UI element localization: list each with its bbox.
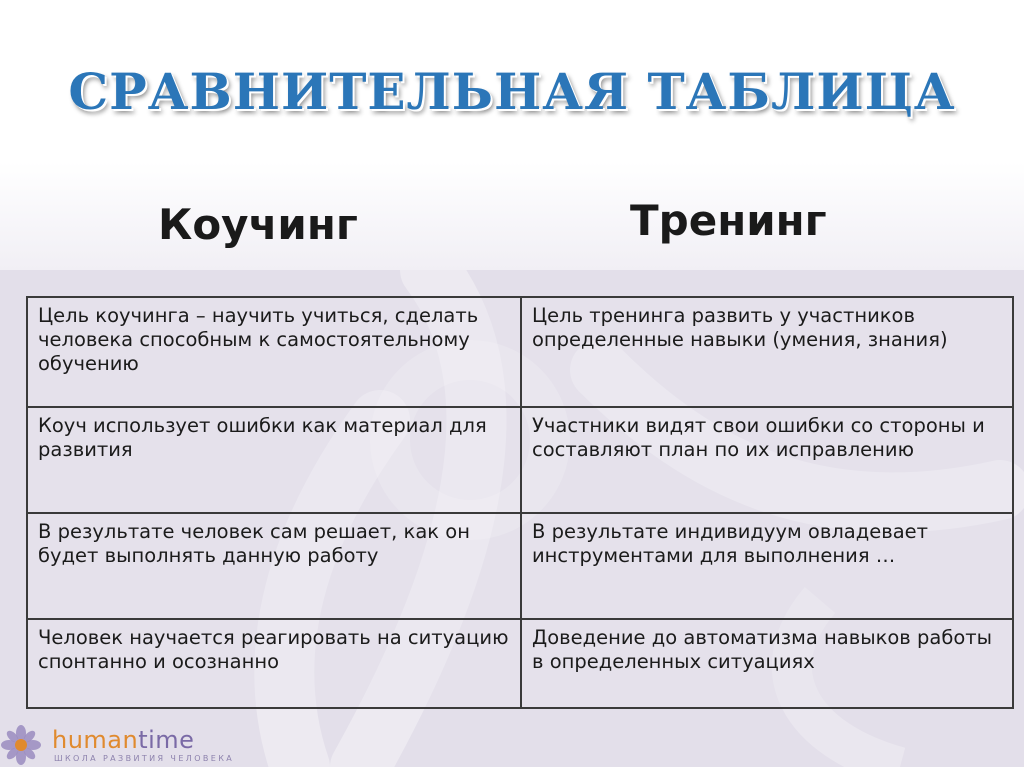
logo-wordmark	[52, 726, 194, 754]
column-header-training: Тренинг	[630, 196, 827, 245]
table-cell-coaching: В результате человек сам решает, как он будет выполнять данную работу	[27, 513, 521, 619]
table-row	[27, 619, 1013, 708]
logo-tagline: ШКОЛА РАЗВИТИЯ ЧЕЛОВЕКА	[54, 754, 235, 763]
logo-wordmark-part1: human	[52, 726, 139, 754]
table-cell-coaching: Человек научается реагировать на ситуацию спонтанно и осознанно	[27, 619, 521, 708]
slide-header-background	[0, 0, 1024, 270]
comparison-table	[26, 296, 1014, 709]
table-cell-coaching: Цель коучинга – научить учиться, сделать человека способным к самостоятельному обучению	[27, 297, 521, 407]
flower-logo-icon	[0, 724, 42, 766]
logo-wordmark-part2: time	[138, 726, 195, 754]
humantime-logo	[0, 718, 260, 767]
table-row	[27, 407, 1013, 513]
column-header-coaching: Коучинг	[158, 200, 358, 249]
table-row	[27, 513, 1013, 619]
table-row	[27, 297, 1013, 407]
table-cell-coaching: Коуч использует ошибки как материал для развития	[27, 407, 521, 513]
table-cell-training: Доведение до автоматизма навыков работы в определенных ситуациях	[521, 619, 1013, 708]
slide-title: СРАВНИТЕЛЬНАЯ ТАБЛИЦА	[68, 62, 956, 121]
table-cell-training: Участники видят свои ошибки со стороны и составляют план по их исправлению	[521, 407, 1013, 513]
table-cell-training: Цель тренинга развить у участников определенные навыки (умения, знания)	[521, 297, 1013, 407]
table-cell-training: В результате индивидуум овладевает инструментами для выполнения …	[521, 513, 1013, 619]
